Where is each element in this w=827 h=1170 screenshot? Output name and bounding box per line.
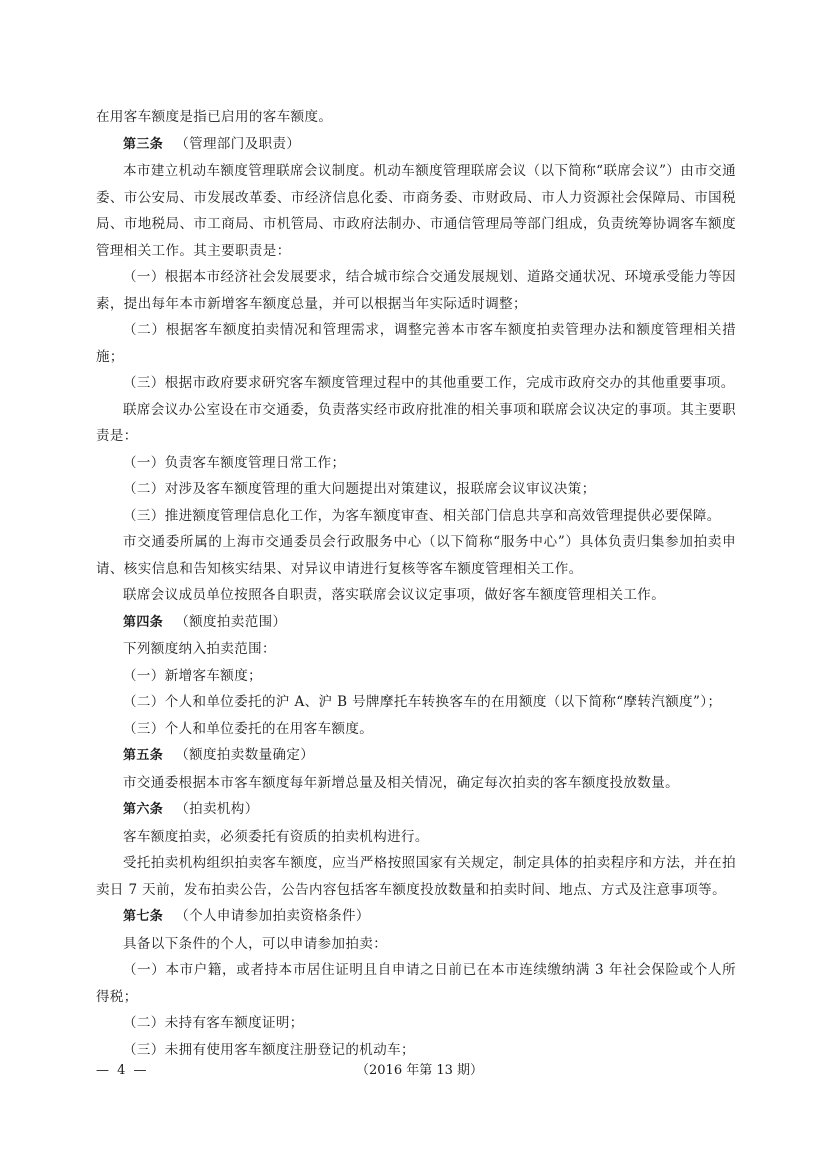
list-item: （二）未持有客车额度证明； xyxy=(123,1015,304,1031)
article-title: 第五条 xyxy=(123,748,164,763)
article-subtitle: （个人申请参加拍卖资格条件） xyxy=(175,908,370,924)
list-item: （一）本市户籍，或者持本市居住证明且自申请之日前已在本市连续缴纳满 3 年社会保险或个人所得税； xyxy=(96,962,736,1005)
article-heading xyxy=(96,609,736,637)
article-title: 第七条 xyxy=(123,909,164,924)
list-item: （二）根据客车额度拍卖情况和管理需求，调整完善本市客车额度拍卖管理办法和额度管理相关措施； xyxy=(96,322,736,365)
article-subtitle: （额度拍卖范围） xyxy=(175,613,287,630)
paragraph: 受托拍卖机构组织拍卖客车额度，应当严格按照国家有关规定，制定具体的拍卖程序和方法，并在拍卖日 7 天前，发布拍卖公告，公告内容包括客车额度投放数量和拍卖时间、地点、方式及注意事项等。 xyxy=(96,855,736,898)
article-subtitle: （拍卖机构） xyxy=(175,801,259,817)
article-heading xyxy=(96,742,736,770)
article-heading xyxy=(96,131,736,159)
paragraph: 在用客车额度是指已启用的客车额度。 xyxy=(96,109,333,125)
paragraph: 市交通委所属的上海市交通委员会行政服务中心（以下简称“服务中心”）具体负责归集参加拍卖申请、核实信息和告知核实结果、对异议申请进行复核等客车额度管理相关工作。 xyxy=(96,534,736,577)
article-title: 第三条 xyxy=(123,136,164,152)
list-item: （二）个人和单位委托的沪 A、沪 B 号牌摩托车转换客车的在用额度（以下简称“摩转汽额度”）； xyxy=(123,694,722,710)
paragraph: 本市建立机动车额度管理联席会议制度。机动车额度管理联席会议（以下简称“联席会议”）由市交通委、市公安局、市发展改革委、市经济信息化委、市商务委、市财政局、市人力资源社会保障局、市国税局、市地税局、市工商局、市机管局、市政府法制办、市通信管理局等部门组成，负责统筹协调客车额度管理相关工作。其主要职责是： xyxy=(96,163,736,259)
list-item: （三）根据市政府要求研究客车额度管理过程中的其他重要工作，完成市政府交办的其他重要事项。 xyxy=(123,375,735,391)
list-item: （一）负责客车额度管理日常工作； xyxy=(123,454,346,471)
article-subtitle: （管理部门及职责） xyxy=(175,135,301,152)
list-item: （三）个人和单位委托的在用客车额度。 xyxy=(123,720,374,737)
paragraph: 联席会议成员单位按照各自职责，落实联席会议议定事项，做好客车额度管理相关工作。 xyxy=(123,587,666,603)
document-body xyxy=(96,104,736,1063)
article-heading xyxy=(96,903,736,931)
page-number: — 4 — xyxy=(96,1063,149,1078)
article-heading xyxy=(96,796,736,824)
list-item: （二）对涉及客车额度管理的重大问题提出对策建议，报联席会议审议决策； xyxy=(123,481,596,497)
list-item: （一）根据本市经济社会发展要求，结合城市综合交通发展规划、道路交通状况、环境承受能力等因素，提出每年本市新增客车额度总量，并可以根据当年实际适时调整； xyxy=(96,269,736,312)
paragraph: 市交通委根据本市客车额度每年新增总量及相关情况，确定每次拍卖的客车额度投放数量。 xyxy=(123,774,679,791)
article-subtitle: （额度拍卖数量确定） xyxy=(175,747,315,763)
issue-label: （2016 年第 13 期） xyxy=(356,1063,484,1078)
article-title: 第六条 xyxy=(123,802,164,817)
paragraph: 具备以下条件的个人，可以申请参加拍卖： xyxy=(123,935,388,952)
paragraph: 联席会议办公室设在市交通委，负责落实经市政府批准的相关事项和联席会议决定的事项。其主要职责是： xyxy=(96,401,736,444)
list-item: （三）未拥有使用客车额度注册登记的机动车； xyxy=(123,1041,415,1058)
article-title: 第四条 xyxy=(123,614,164,630)
list-item: （三）推进额度管理信息化工作，为客车额度审查、相关部门信息共享和高效管理提供必要保障。 xyxy=(123,507,721,524)
paragraph: 下列额度纳入拍卖范围： xyxy=(123,641,276,657)
list-item: （一）新增客车额度； xyxy=(123,667,262,684)
paragraph: 客车额度拍卖，必须委托有资质的拍卖机构进行。 xyxy=(123,828,429,845)
